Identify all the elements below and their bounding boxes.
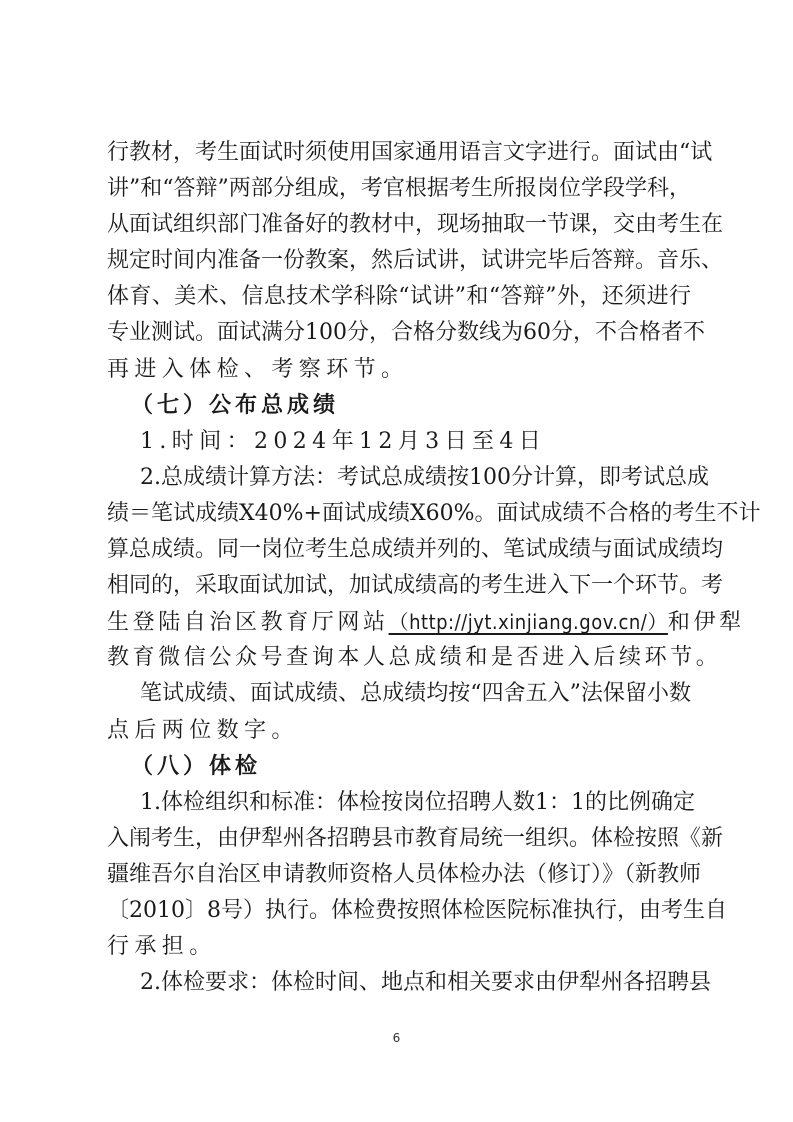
page-number: 6: [392, 1031, 401, 1045]
text-segment: 和伊犁: [667, 610, 745, 636]
text-line: 入闱考生，由伊犁州各招聘县市教育局统一组织。体检按照《新: [107, 825, 724, 851]
section-heading-8: （八）体检: [131, 753, 262, 779]
text-line: 行承担。: [107, 934, 217, 960]
text-line: 〔2010〕8号）执行。体检费按照体检医院标准执行，由考生自: [107, 897, 727, 923]
text-line: 2.总成绩计算方法：考试总成绩按100分计算，即考试总成: [140, 464, 709, 490]
text-line: 从面试组织部门准备好的教材中，现场抽取一节课，交由考生在: [107, 212, 724, 238]
text-line: 2.体检要求：体检时间、地点和相关要求由伊犁州各招聘县: [140, 970, 711, 996]
text-line: 行教材，考生面试时须使用国家通用语言文字进行。面试由“试: [107, 140, 713, 165]
text-line: 专业测试。面试满分100分，合格分数线为60分，不合格者不: [107, 320, 705, 346]
text-line: 绩＝笔试成绩X40%+面试成绩X60%。面试成绩不合格的考生不计: [107, 500, 761, 526]
text-line: 再进入体检、考察环节。: [107, 356, 409, 382]
document-page: [107, 135, 761, 1001]
text-line-with-link: [107, 604, 745, 640]
text-line: 相同的，采取面试加试，加试成绩高的考生进入下一个环节。考: [107, 573, 724, 599]
text-line: 笔试成绩、面试成绩、总成绩均按“四舍五入”法保留小数: [140, 681, 691, 707]
text-line: 规定时间内准备一份教案，然后试讲，试讲完毕后答辩。音乐、: [107, 248, 724, 274]
text-line: 点后两位数字。: [107, 717, 299, 743]
text-line: 算总成绩。同一岗位考生总成绩并列的、笔试成绩与面试成绩均: [107, 537, 724, 563]
text-line: 体育、美术、信息技术学科除“试讲”和“答辩”外，还须进行: [107, 284, 691, 310]
time-item: 1.时间：2024年12月3日至4日: [140, 428, 547, 454]
education-website-link[interactable]: （http://jyt.xinjiang.gov.cn/）: [388, 610, 668, 635]
text-line: 讲”和“答辩”两部分组成，考官根据考生所报岗位学段学科，: [107, 176, 691, 202]
section-heading-7: （七）公布总成绩: [131, 392, 340, 418]
text-line: 教育微信公众号查询本人总成绩和是否进入后续环节。: [107, 645, 722, 671]
text-line: 疆维吾尔自治区申请教师资格人员体检办法（修订）》（新教师: [107, 861, 702, 887]
text-segment: 生登陆自治区教育厅网站: [107, 610, 389, 636]
text-line: 1.体检组织和标准：体检按岗位招聘人数1：1的比例确定: [140, 789, 695, 815]
